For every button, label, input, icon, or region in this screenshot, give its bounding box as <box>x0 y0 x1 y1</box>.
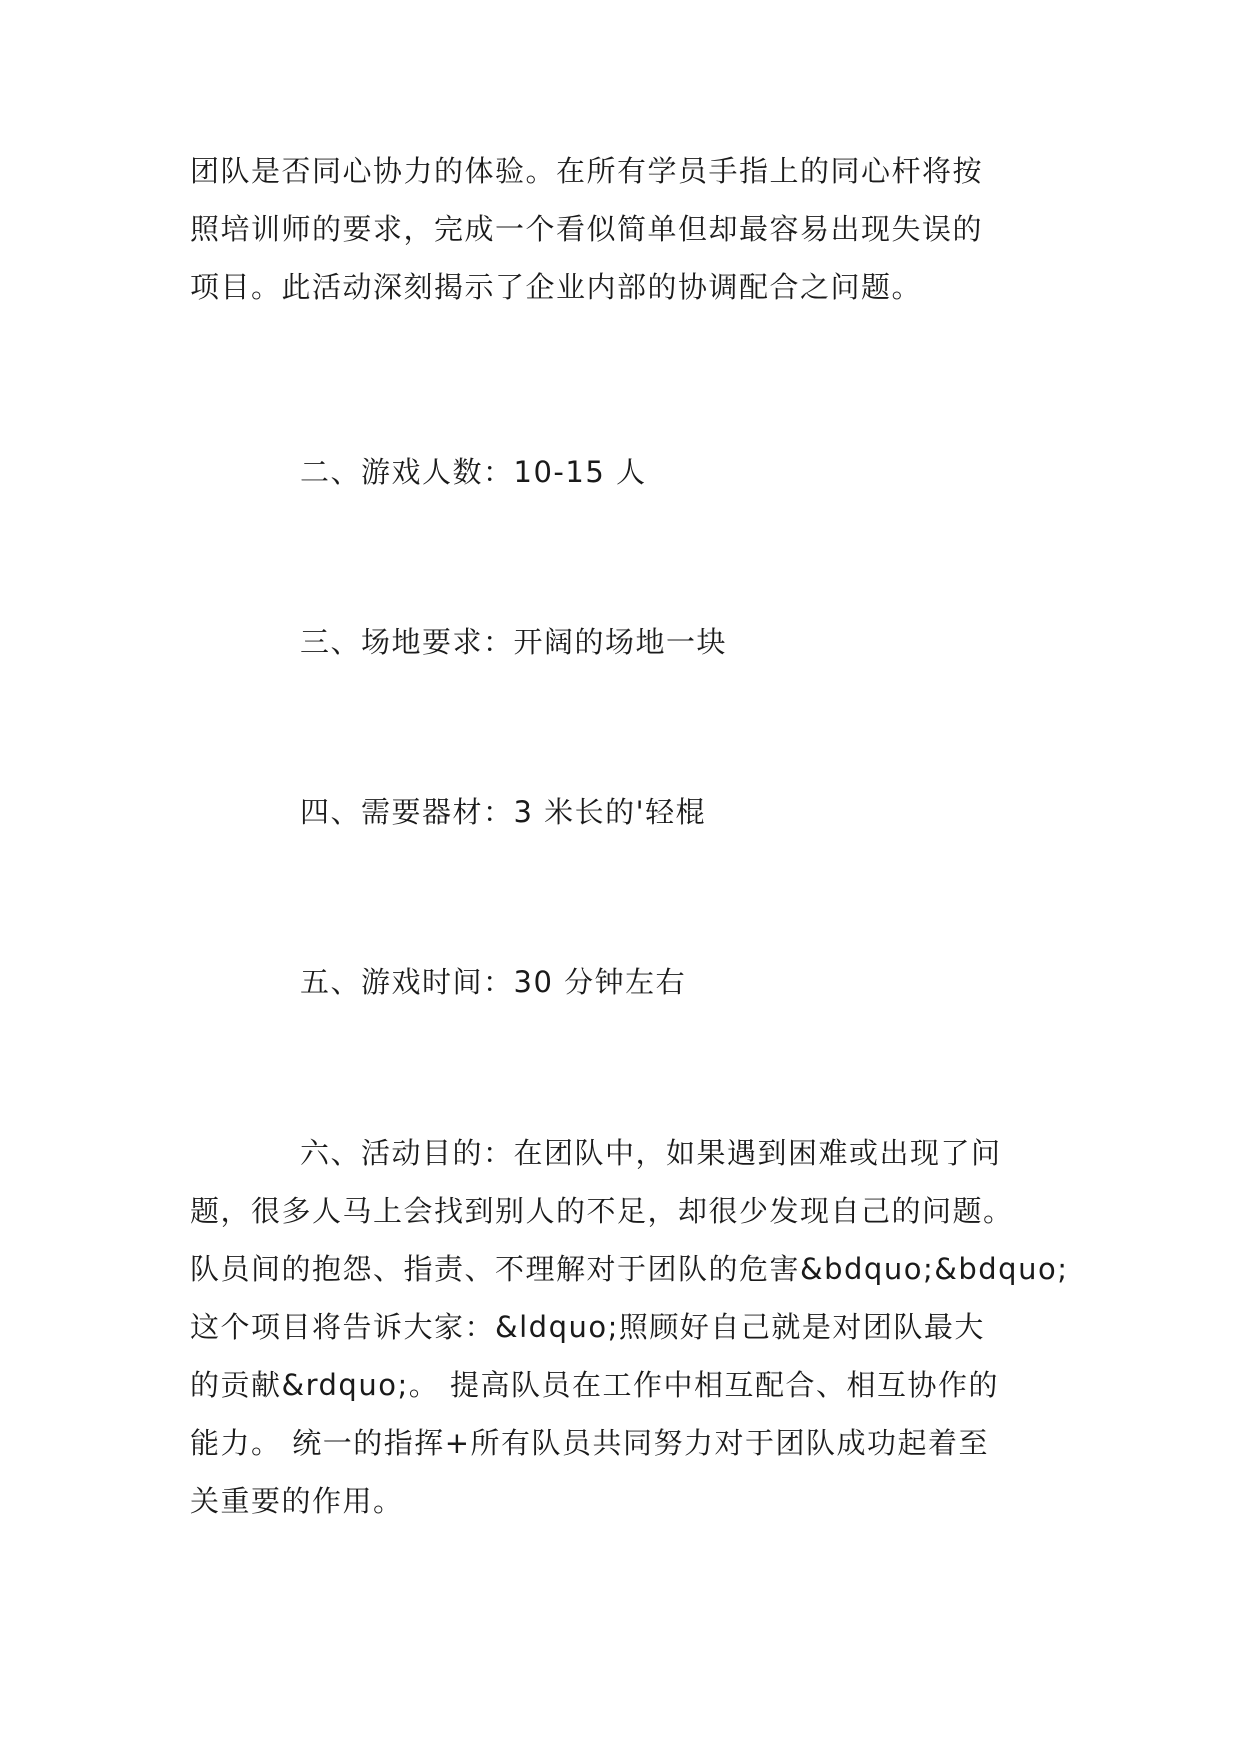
item-players: 二、游戏人数：10-15 人 <box>300 455 647 489</box>
intro-line: 照培训师的要求，完成一个看似简单但却最容易出现失误的 <box>190 212 984 246</box>
purpose-line: 队员间的抱怨、指责、不理解对于团队的危害&bdquo;&bdquo; <box>190 1252 1069 1286</box>
purpose-line: 六、活动目的：在团队中，如果遇到困难或出现了问 <box>300 1136 1002 1170</box>
intro-paragraph <box>190 142 1050 316</box>
intro-line: 项目。此活动深刻揭示了企业内部的协调配合之问题。 <box>190 270 923 304</box>
purpose-line: 这个项目将告诉大家：&ldquo;照顾好自己就是对团队最大 <box>190 1310 985 1344</box>
purpose-paragraph <box>190 1124 1069 1530</box>
intro-line: 团队是否同心协力的体验。在所有学员手指上的同心杆将按 <box>190 154 984 188</box>
item-duration: 五、游戏时间：30 分钟左右 <box>300 965 687 999</box>
purpose-line: 关重要的作用。 <box>190 1484 404 1518</box>
purpose-line: 的贡献&rdquo;。 提高队员在工作中相互配合、相互协作的 <box>190 1368 999 1402</box>
item-equipment: 四、需要器材：3 米长的'轻棍 <box>300 795 707 829</box>
item-venue: 三、场地要求：开阔的场地一块 <box>300 625 728 659</box>
purpose-line: 能力。 统一的指挥+所有队员共同努力对于团队成功起着至 <box>190 1426 990 1460</box>
purpose-line: 题，很多人马上会找到别人的不足，却很少发现自己的问题。 <box>190 1194 1014 1228</box>
